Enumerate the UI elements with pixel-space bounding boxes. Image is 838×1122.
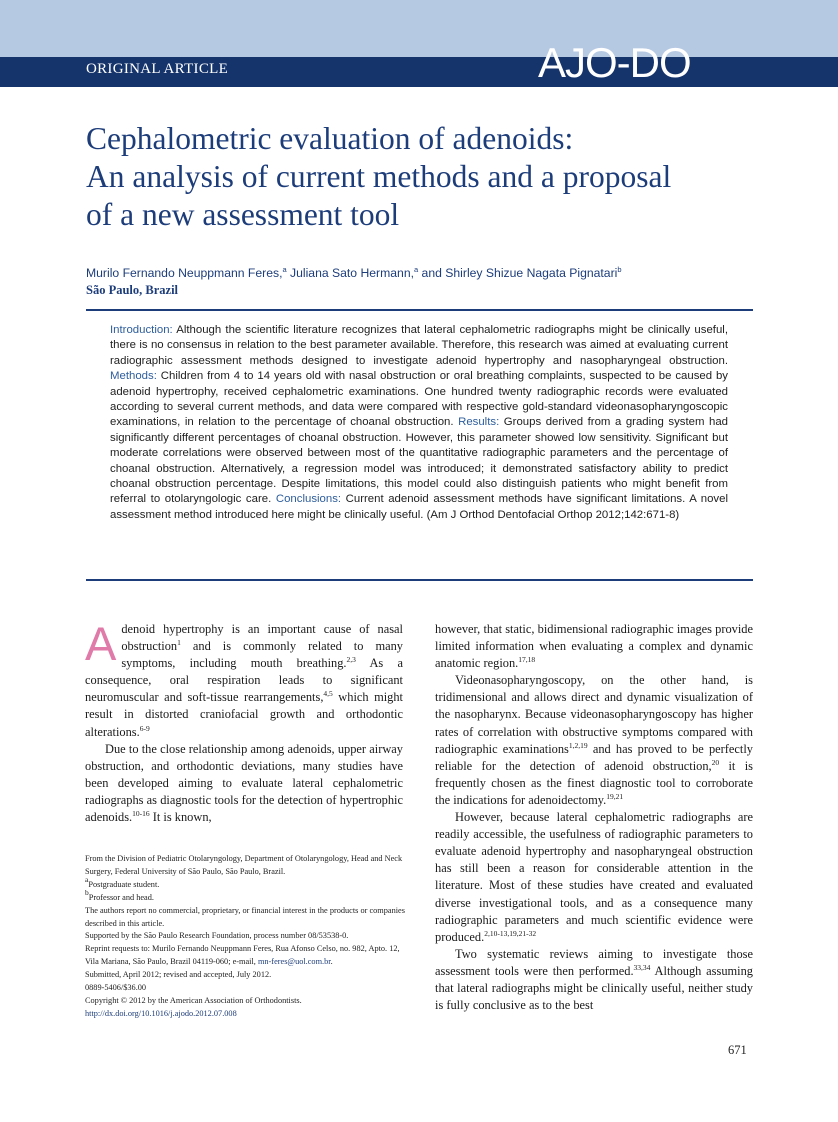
footnotes xyxy=(85,853,405,1021)
abstract-introduction-text: Although the scientific literature recognizes that lateral cephalometric radiographs might be clinically useful, there is no consensus in relation to the best parameter available. Therefore, this research was aimed at evaluating current radiographic assessment methods designed to investigate adenoid hypertrophy and nasopharyngeal obstruction. xyxy=(110,324,728,367)
body-text: denoid hypertrophy is an important cause of nasal obstruction xyxy=(121,622,403,654)
footnote-disclosure: The authors report no commercial, proprietary, or financial interest in the products or companies described in this article. xyxy=(85,905,405,928)
author-2: Juliana Sato Hermann, xyxy=(286,266,414,280)
abstract xyxy=(110,323,728,523)
citation[interactable]: 10-16 xyxy=(132,809,150,819)
body-paragraph xyxy=(435,621,753,672)
header-band xyxy=(0,0,838,57)
article-type-label: ORIGINAL ARTICLE xyxy=(86,61,229,77)
author-list xyxy=(86,265,766,281)
footnote-mark: b xyxy=(85,887,89,897)
body-text: Due to the close relationship among adenoids, upper airway obstruction, and orthodontic deviations, many studies have been developed aiming to evaluate lateral cephalometric radiographs as diagnostic tools for the detection of hypertrophic adenoids. xyxy=(85,741,403,825)
doi-link[interactable]: http://dx.doi.org/10.1016/j.ajodo.2012.07.008 xyxy=(85,1008,237,1018)
abstract-conclusions-text: Current adenoid assessment methods have significant limitations. A novel assessment method introduced here might be clinically useful. (Am J Orthod Dentofacial Orthop 2012;142:671-8) xyxy=(110,493,728,521)
abstract-bottom-rule xyxy=(86,579,753,581)
body-paragraph xyxy=(435,946,753,1014)
body-text: Videonasopharyngoscopy, on the other hand, is tridimensional and allows direct and dynamic visualization of the nasopharynx. Because videonasopharyngoscopy has higher rates of correlation with obstructive symptoms compared with radiographic examinations xyxy=(435,673,753,756)
title-line-3: of a new assessment tool xyxy=(86,197,400,232)
author-3-affil-mark: b xyxy=(617,265,622,274)
author-3: and Shirley Shizue Nagata Pignatari xyxy=(418,266,618,280)
article-title xyxy=(86,120,776,234)
citation[interactable]: 19,21 xyxy=(606,791,624,801)
body-column-left xyxy=(85,617,403,826)
abstract-conclusions-heading: Conclusions: xyxy=(275,493,342,506)
email-link[interactable]: mn-feres@uol.com.br xyxy=(257,957,331,967)
abstract-introduction-heading: Introduction: xyxy=(110,324,173,336)
author-1: Murilo Fernando Neuppmann Feres, xyxy=(86,266,283,280)
drop-cap: A xyxy=(85,617,117,670)
author-1-affil-mark: a xyxy=(282,265,287,274)
author-2-affil-mark: a xyxy=(414,265,419,274)
citation[interactable]: 20 xyxy=(711,757,720,767)
citation[interactable]: 33,34 xyxy=(633,962,651,972)
body-text: It is known, xyxy=(149,810,212,825)
citation[interactable]: 6-9 xyxy=(139,723,150,733)
body-text: however, that static, bidimensional radiographic images provide limited information when evaluating a complex and dynamic anatomic region. xyxy=(435,622,753,671)
body-column-right xyxy=(435,621,753,1014)
body-text: However, because lateral cephalometric radiographs are readily accessible, the usefulness of radiographic parameters to evaluate adenoid hypertrophy and nasopharyngeal obstruction has still been a reason for considerable attention in the literature. Most of these studies have created and evaluated diverse investigational tools, and as a consequence many radiographic parameters and much scientific evidence were produced. xyxy=(435,810,753,944)
abstract-methods-heading: Methods: xyxy=(110,370,157,383)
body-text: and is commonly related to many symptoms, including mouth breathing. xyxy=(121,639,403,671)
citation[interactable]: 1 xyxy=(177,638,181,648)
footnote-issn: 0889-5406/$36.00 xyxy=(85,983,147,993)
footnote-text: Professor and head. xyxy=(88,892,154,902)
footnote-submitted: Submitted, April 2012; revised and accepted, July 2012. xyxy=(85,970,272,980)
citation[interactable]: 4,5 xyxy=(323,689,333,699)
body-text: As a consequence, oral respiration leads to significant neuromuscular and soft-tissue rearrangements, xyxy=(85,656,403,705)
footnote-copyright: Copyright © 2012 by the American Association of Orthodontists. xyxy=(85,995,302,1005)
citation[interactable]: 2,10-13,19,21-32 xyxy=(484,928,537,938)
body-text: and has proved to be perfectly reliable for the detection of adenoid obstruction, xyxy=(435,741,754,773)
citation[interactable]: 17,18 xyxy=(518,655,536,665)
footnote-affiliation: From the Division of Pediatric Otolaryngology, Department of Otolaryngology, Head and Neck Surgery, Federal University of São Paulo, São Paulo, Brazil. xyxy=(85,854,403,876)
citation[interactable]: 1,2,19 xyxy=(568,740,588,750)
abstract-top-rule xyxy=(86,309,753,311)
footnote-text: Reprint requests to: Murilo Fernando Neuppmann Feres, Rua Afonso Celso, no. 982, Apto. 12, Vila Mariana, São Paulo, Brazil 04119-060; e-mail, xyxy=(85,944,400,967)
footnote-b xyxy=(85,887,405,905)
body-text: Two systematic reviews aiming to investigate those assessment tools were then performed. xyxy=(435,946,753,978)
body-paragraph xyxy=(85,741,403,826)
page-number: 671 xyxy=(728,1043,747,1057)
citation[interactable]: 2,3 xyxy=(346,655,356,665)
journal-logo: AJO-DO xyxy=(538,39,691,86)
footnote-text: . xyxy=(330,957,333,967)
body-text: Although assuming that lateral radiographs might be clinically useful, neither study is fully conclusive as to the best xyxy=(435,963,753,1013)
body-text: it is frequently chosen as the finest diagnostic tool to corroborate the indications for adenoidectomy. xyxy=(435,758,753,807)
body-paragraph xyxy=(85,617,403,741)
title-line-1: Cephalometric evaluation of adenoids: xyxy=(86,121,574,156)
abstract-results-heading: Results: xyxy=(458,416,500,429)
author-location: São Paulo, Brazil xyxy=(86,283,179,297)
footnote-support: Supported by the São Paulo Research Foundation, process number 08/53538-0. xyxy=(85,931,349,941)
footnote-reprints xyxy=(85,943,405,969)
body-paragraph xyxy=(435,809,753,946)
footnote-mark: a xyxy=(85,874,89,884)
body-paragraph xyxy=(435,672,753,809)
footnote-a xyxy=(85,874,405,892)
title-line-2: An analysis of current methods and a proposal xyxy=(86,159,672,194)
body-text: which might result in distorted craniofacial growth and orthodontic alterations. xyxy=(85,690,403,739)
footnote-text: Postgraduate student. xyxy=(88,879,160,889)
abstract-results-text: Groups derived from a grading system had significantly different percentages of choanal obstruction. However, this parameter showed low sensitivity. Significant but moderate correlations were observed between most of the quantitative radiographic parameters and the percentage of choanal obstruction. Alternatively, a regression model was introduced; it demonstrated satisfactory ability to predict choanal obstruction percentage. Despite limitations, this model could also distinguish patients who might benefit from referral to otolaryngologic care. xyxy=(110,416,729,506)
abstract-methods-text: Children from 4 to 14 years old with nasal obstruction or oral breathing complaints, suspected to be caused by adenoid hypertrophy, received cephalometric examinations. One hundred twenty radiographic records were evaluated according to several current methods, and data were compared with respective gold-standard videonasopharyngoscopic examinations, in relation to the percentage of choanal obstruction. xyxy=(110,370,728,429)
